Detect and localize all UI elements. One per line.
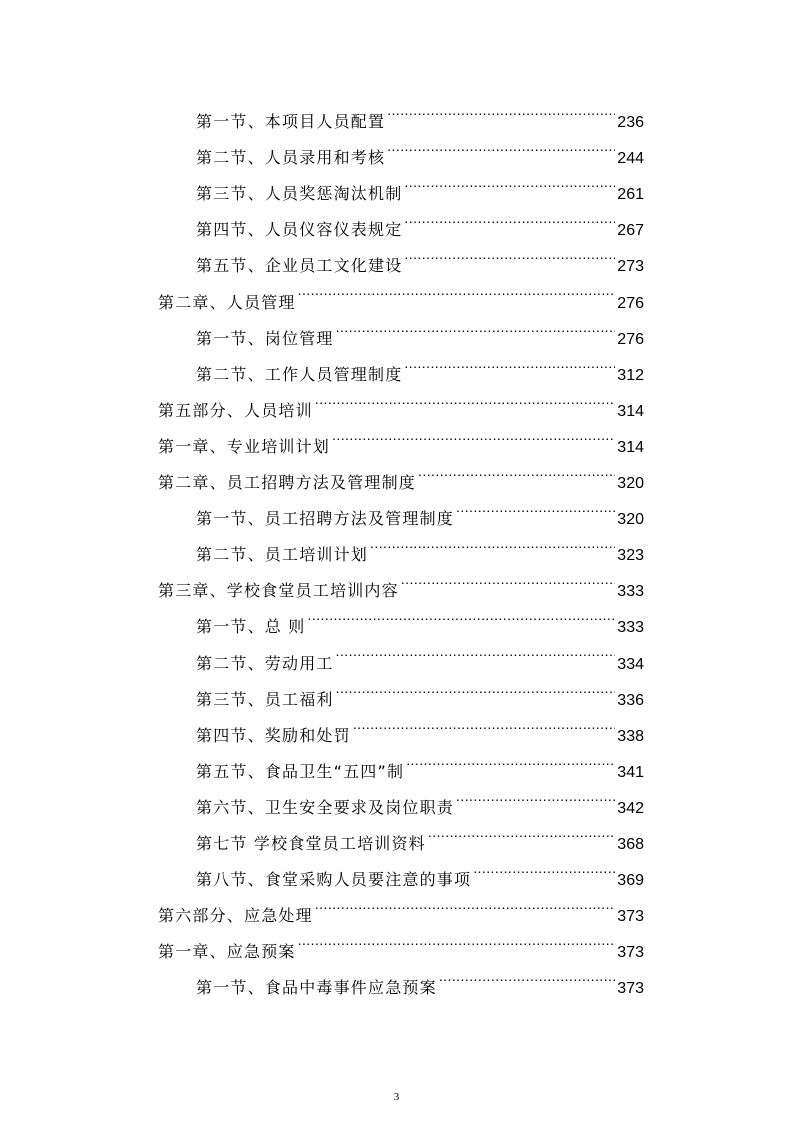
toc-dot-leader [439, 957, 615, 993]
toc-entry-title: 第一章、应急预案 [158, 942, 296, 962]
toc-entry-title: 第二章、员工招聘方法及管理制度 [158, 473, 417, 493]
toc-entry-title: 第四节、奖励和处罚 [196, 725, 351, 745]
toc-entry-page: 320 [617, 511, 644, 529]
toc-entry-title: 第五节、食品卫生“五四”制 [196, 761, 405, 781]
toc-entry-title: 第二节、员工培训计划 [196, 545, 369, 565]
toc-dot-leader [332, 416, 615, 452]
toc-entry-title: 第二节、劳动用工 [196, 653, 334, 673]
toc-entry-page: 323 [617, 547, 644, 565]
toc-entry-page: 267 [617, 222, 644, 240]
toc-entry-title: 第二节、人员录用和考核 [196, 148, 386, 168]
toc-entry-page: 333 [617, 583, 644, 601]
toc-dot-leader [387, 91, 615, 127]
toc-entry-title: 第六节、卫生安全要求及岗位职责 [196, 797, 455, 817]
toc-entry-title: 第一节、本项目人员配置 [196, 112, 386, 132]
toc-entry-page: 236 [617, 114, 644, 132]
toc-entry-page: 312 [617, 366, 644, 384]
toc-entry-page: 334 [617, 655, 644, 673]
toc-entry-page: 338 [617, 727, 644, 745]
toc-dot-leader [473, 849, 615, 885]
toc-dot-leader [336, 669, 616, 705]
toc-entry-page: 314 [617, 438, 644, 456]
toc-dot-leader [404, 344, 615, 380]
toc-dot-leader [401, 560, 615, 596]
toc-dot-leader [406, 741, 615, 777]
toc-entry-title: 第三节、人员奖惩淘汰机制 [196, 184, 403, 204]
toc-entry-title: 第五部分、人员培训 [158, 400, 313, 420]
toc-dot-leader [404, 163, 615, 199]
toc-entry-page: 261 [617, 186, 644, 204]
toc-entry-title: 第二章、人员管理 [158, 292, 296, 312]
toc-entry-title: 第八节、食堂采购人员要注意的事项 [196, 870, 472, 890]
toc-entry-page: 368 [617, 835, 644, 853]
toc-entry-title: 第四节、人员仪容仪表规定 [196, 220, 403, 240]
toc-dot-leader [428, 813, 615, 849]
toc-dot-leader [387, 127, 615, 163]
toc-entry-page: 320 [617, 475, 644, 493]
toc-entry-title: 第一节、员工招聘方法及管理制度 [196, 509, 455, 529]
table-of-contents [158, 91, 644, 998]
toc-entry-title: 第七节 学校食堂员工培训资料 [196, 833, 426, 853]
toc-dot-leader [298, 271, 616, 307]
toc-entry-page: 276 [617, 294, 644, 312]
toc-dot-leader [404, 235, 615, 271]
toc-entry-page: 276 [617, 330, 644, 348]
toc-entry-title: 第六部分、应急处理 [158, 906, 313, 926]
toc-dot-leader [404, 199, 615, 235]
toc-entry-title: 第一节、总 则 [196, 617, 306, 637]
toc-entry-title: 第一节、食品中毒事件应急预案 [196, 978, 437, 998]
toc-entry-title: 第一节、岗位管理 [196, 328, 334, 348]
page-number: 3 [393, 1091, 400, 1103]
toc-dot-leader [353, 705, 615, 741]
toc-dot-leader [308, 596, 616, 632]
toc-dot-leader [315, 885, 615, 921]
toc-entry-page: 336 [617, 691, 644, 709]
toc-entry-page: 273 [617, 258, 644, 276]
toc-dot-leader [298, 921, 616, 957]
toc-entry-page: 373 [617, 980, 644, 998]
toc-dot-leader [336, 308, 616, 344]
toc-entry-page: 333 [617, 619, 644, 637]
toc-dot-leader [336, 632, 616, 668]
toc-entry-page: 369 [617, 872, 644, 890]
toc-entry-title: 第三章、学校食堂员工培训内容 [158, 581, 399, 601]
toc-dot-leader [370, 524, 615, 560]
toc-entry-page: 244 [617, 150, 644, 168]
toc-entry-page: 341 [617, 763, 644, 781]
toc-entry-title: 第五节、企业员工文化建设 [196, 256, 403, 276]
toc-entry-page: 373 [617, 908, 644, 926]
toc-dot-leader [456, 488, 615, 524]
toc-entry-title: 第二节、工作人员管理制度 [196, 364, 403, 384]
toc-entry-page: 373 [617, 944, 644, 962]
toc-entry[interactable] [158, 91, 644, 132]
toc-entry-page: 342 [617, 799, 644, 817]
toc-entry-title: 第三节、员工福利 [196, 689, 334, 709]
toc-dot-leader [418, 452, 615, 488]
toc-entry-title: 第一章、专业培训计划 [158, 436, 331, 456]
toc-dot-leader [315, 380, 615, 416]
toc-entry-page: 314 [617, 402, 644, 420]
toc-dot-leader [456, 777, 615, 813]
